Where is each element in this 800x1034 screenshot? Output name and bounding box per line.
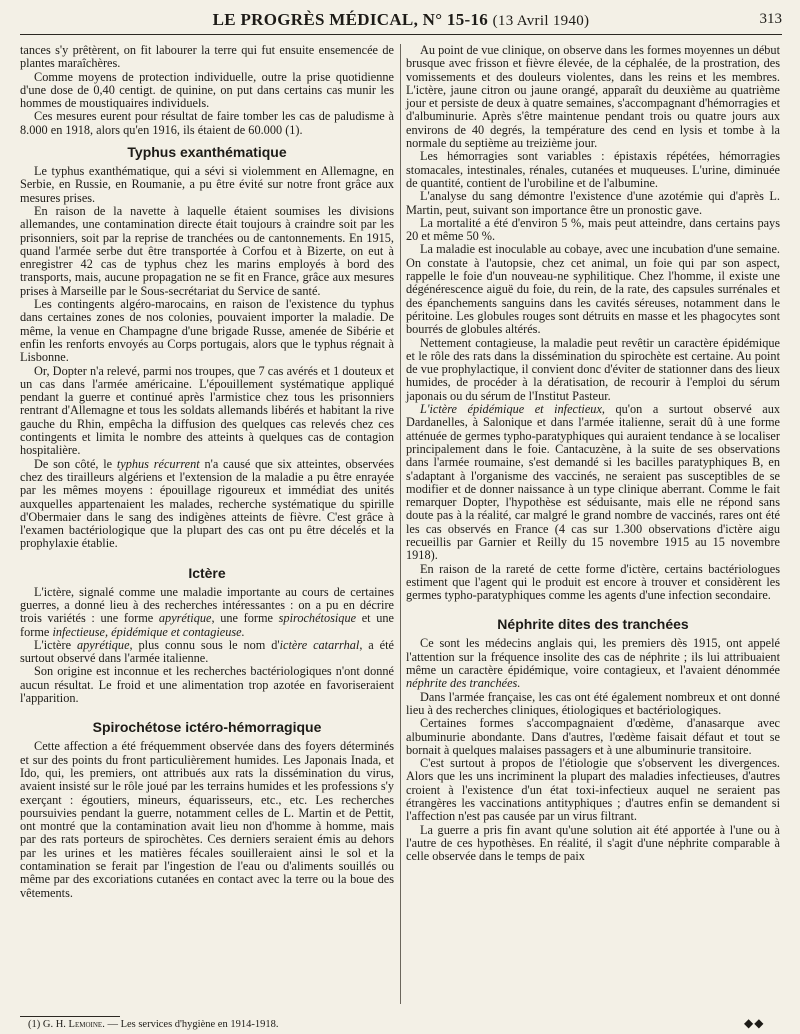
paragraph: Au point de vue clinique, on observe dans les formes moyennes un début brusque avec frisson et fièvre élevée, de la céphalée, de la prostration, des vomissements et des douleurs violentes, dans les reins et les membres. L'ictère, jaune citron ou jaune orangé, apparaît du deuxième au quatrième jour et persiste de deux à quatre semaines, s'accompagnant d'hémorragies et d'albuminurie. Après s'être maintenue pendant trois ou quatre jours aux environs de 40 degrés, la température des cend en lysis et tombe à la normale du septième au treizième jour. bbox=[406, 43, 780, 151]
text-run: et une forme bbox=[20, 611, 394, 639]
paragraph: tances s'y prêtèrent, on fit labourer la terre qui fut ensuite ensemencée de plantes maraîchères. bbox=[20, 43, 394, 71]
paragraph: La guerre a pris fin avant qu'une solution ait été apportée à l'une ou à l'autre de ces hypothèses. En réalité, il s'agit d'une néphrite comparable à celle observée dans le temps de paix bbox=[406, 822, 780, 864]
paragraph bbox=[406, 403, 780, 563]
paragraph: C'est surtout à propos de l'étiologie que s'observent les divergences. Alors que les uns incriminent la plupart des maladies infectieuses, d'autres croient à l'existence d'un état toxi-infectieux auquel ne seraient pas étrangères les vaccinations antityphiques ; d'autres enfin se demandent si l'affection n'est pas causée par un virus filtrant. bbox=[406, 756, 780, 824]
paragraph bbox=[20, 586, 394, 639]
text-run: , une forme bbox=[211, 611, 279, 626]
paragraph bbox=[20, 458, 394, 551]
paragraph: En raison de la rareté de cette forme d'ictère, certains bactériologues estiment que l'agent qui le produit est encore à trouver et considèrent les germes typho-paratyphiques comme les agents d'une infection secondaire. bbox=[406, 561, 780, 603]
issue-date: (13 Avril 1940) bbox=[492, 13, 590, 29]
text-run: L'ictère, signalé comme une maladie importante au cours de certaines guerres, a donné lieu à des recherches intéressantes : on a pu en décrire trois variétés : une forme bbox=[20, 584, 394, 626]
paragraph: La mortalité a été d'environ 5 %, mais peut atteindre, dans certains pays 20 et même 50 %. bbox=[406, 215, 780, 244]
footnote-marker: (1) G. H. bbox=[28, 1019, 69, 1030]
paragraph: Comme moyens de protection individuelle, outre la prise quotidienne d'une dose de 0,40 centigt. de quinine, on put dans certains cas munir les hommes de moustiquaires individuels. bbox=[20, 69, 394, 111]
footnote-rule bbox=[20, 1016, 120, 1017]
italic-term: L'ictère épidémique et infectieux bbox=[420, 402, 602, 417]
column-divider bbox=[400, 44, 401, 1004]
text-run: Ce sont les médecins anglais qui, les premiers dès 1915, ont appelé l'attention sur la fréquence insolite des cas de néphrite ; ils lui attribuaient même un caractère épidémique, voire contagieux, et l'avaient dénommée bbox=[406, 636, 780, 678]
section-heading-nephrite: Néphrite dites des tranchées bbox=[497, 616, 689, 633]
paragraph: Son origine est inconnue et les recherches bactériologiques n'ont donné aucun résultat. Le froid et une alimentation trop azotée en favoriseraient l'apparition. bbox=[20, 664, 394, 706]
italic-term: néphrite des tranchées. bbox=[406, 676, 521, 691]
footnote-author: Lemoine bbox=[68, 1019, 103, 1030]
paragraph: Le typhus exanthématique, qui a sévi si violemment en Allemagne, en Serbie, en Russie, en Roumanie, a pu être évité sur notre front grâce aux mesures prises. bbox=[20, 164, 394, 205]
journal-title bbox=[20, 10, 782, 30]
italic-term: ictère catarrhal bbox=[279, 637, 360, 652]
italic-term: typhus récurrent bbox=[116, 456, 200, 471]
footnote-text: . — Les services d'hygiène en 1914-1918. bbox=[102, 1019, 279, 1030]
journal-name: LE PROGRÈS MÉDICAL, N° 15-16 bbox=[212, 10, 489, 29]
text-run: De son côté, le bbox=[34, 456, 117, 471]
paragraph: Nettement contagieuse, la maladie peut revêtir un caractère épidémique et le rôle des rats dans la dissémination du spirochète est certaine. Au point de vue prophylactique, il convient donc d'éviter de stationner dans des lieux humides, de procéder à la dératisation, de recourir à l'emploi du sérum japonais ou du sérum de l'Institut Pasteur. bbox=[406, 335, 780, 403]
text-run: , qu'on a surtout observé aux Dardanelles, à Salonique et dans l'armée italienne, serait dû à une forme atténuée de germes typho-paratyphiques qui auraient tendance à se localiser principalement dans le foie. Cantacuzène, à la suite de ses observations dans l'armée roumaine, s'est demandé si les bacilles paratyphiques B, en s'adaptant à l'organisme des vaccinés, ne seraient pas susceptibles de se modifier et de donner naissance à un type clinique aberrant. Comme le fait remarquer Dopter, l'hypothèse est séduisante, mais elle ne répond sans doute pas à la réalité, car malgré le grand nombre de vaccinés, rares ont été les cas observés en France (4 cas sur 1.300 observations d'ictère aigu recueillis par Garnier et Reilly du 15 novembre 1915 au 15 novembre 1918). bbox=[406, 402, 781, 563]
paragraph: Ces mesures eurent pour résultat de faire tomber les cas de paludisme à 8.000 en 1918, alors qu'en 1916, ils étaient de 60.000 (1). bbox=[20, 109, 394, 137]
paragraph bbox=[20, 639, 394, 666]
section-heading-spirochetose: Spirochétose ictéro-hémorragique bbox=[92, 719, 322, 736]
right-column bbox=[406, 44, 780, 864]
end-ornament: ◆◆ bbox=[744, 1016, 765, 1030]
text-run: L'ictère bbox=[34, 637, 77, 652]
text-run: , plus connu sous le nom d' bbox=[129, 637, 280, 652]
text-run: n'a causé que six atteintes, observées chez des tirailleurs algériens et l'extension de la maladie a pu être enrayée par les mêmes moyens : épouillage rigoureux et immédiat des unités auxquelles appartenaient les malades, recherche systématique du spirille d'Obermaier dans le sang des indigènes atteints de fièvre. C'est grâce à l'examen bactériologique que la plupart des cas ont pu être décelés et la prophylaxie établie. bbox=[20, 456, 394, 551]
section-heading-ictere: Ictère bbox=[188, 564, 226, 581]
italic-term: spirochétosique bbox=[278, 611, 357, 626]
running-head bbox=[20, 6, 782, 35]
paragraph: Dans l'armée française, les cas ont été également nombreux et ont donné lieu à des recherches cliniques, étiologiques et bactériologiques. bbox=[406, 689, 780, 717]
footnote bbox=[28, 1019, 278, 1031]
section-heading-typhus: Typhus exanthématique bbox=[127, 144, 287, 161]
text-run: , a été surtout observé dans l'armée italienne. bbox=[20, 637, 395, 666]
paragraph: Les contingents algéro-marocains, en raison de l'existence du typhus dans certaines zones de nos colonies, pouvaient importer la maladie. De même, la venue en Champagne d'une brigade Russe, amenée de Sibérie et enfin les renforts envoyés au Corps portugais, alors que le typhus régnait à Lisbonne. bbox=[20, 297, 394, 365]
paragraph: Les hémorragies sont variables : épistaxis répétées, hémorragies stomacales, intestinales, rénales, cutanées et muqueuses. L'urine, diminuée de quantité, contient de l'urobiline et de l'albumine. bbox=[406, 149, 780, 190]
paragraph: La maladie est inoculable au cobaye, avec une incubation d'une semaine. On constate à l'autopsie, chez cet animal, un foie qui par son aspect, rappelle le foie d'un nouveau-ne syphilitique. Chez l'homme, il existe une dégénérescence aiguë du foie, du rein, de la rate, des capsules surrénales et des épanchements sanguins dans les cavités séreuses, notamment dans le péritoine. Les globules rouges sont détruits en masse et les phagocytes sont bourrés de globules altérés. bbox=[406, 242, 780, 337]
paragraph: Cette affection a été fréquemment observée dans des foyers déterminés et sur des points du front particulièrement humides. Les Japonais Inada, et Ido, qui, les premiers, ont attribués aux rats la dissémination du virus, avaient insisté sur le rôle joué par les terrains humides et les professions s'y exerçant : égoutiers, mineurs, équarisseurs, etc., etc. Les recherches poursuivies pendant la guerre, notamment celles de L. Martin et de Pettit, ont montré que la contamination avait lieu non d'homme à homme, mais par des rats porteurs de spirochètes. Ces derniers seraient émis au dehors par les urines et les matières fécales souilleraient ainsi le sol et la contamination se ferait par l'ingestion de l'eau ou d'aliments souillés ou même par des excoriations cutanées en contact avec la terre ou la boue des vêtements. bbox=[20, 739, 394, 900]
italic-term: infectieuse, épidémique et contagieuse. bbox=[52, 624, 245, 639]
left-column bbox=[20, 44, 394, 900]
paragraph: L'analyse du sang démontre l'existence d'une azotémie qui d'après L. Martin, peut, suivant son importance être un pronostic gave. bbox=[406, 189, 780, 217]
italic-term: apyrétique bbox=[76, 637, 130, 652]
paragraph: Certaines formes s'accompagnaient d'œdème, d'anasarque avec albuminurie abondante. Dans d'autres, l'œdème faisait défaut et tout se bornait à quelques malaises passagers et à une albuminurie transitoire. bbox=[406, 716, 780, 757]
italic-term: apyrétique bbox=[158, 611, 212, 626]
paragraph: Or, Dopter n'a relevé, parmi nos troupes, que 7 cas avérés et 1 douteux et un cas dans l'armée américaine. L'épouillement systématique appliqué pendant la guerre et continué après l'armistice chez tous les prisonniers rentrant d'Allemagne et tous les soldats allemands libérés et habitant la rive gauche du Rhin, empêcha la diffusion des quelques cas relevés chez ces contingents et limita le nombre des atteints à quelques cas de contagion hospitalière. bbox=[20, 363, 394, 458]
paragraph: En raison de la navette à laquelle étaient soumises les divisions allemandes, une contamination directe était toujours à craindre soit par les prisonniers, soit par la reprise de tranchées ou de cantonnements. En 1915, quand l'armée serbe dut être transportée à Corfou et à Bizerte, on eut à enregistrer 42 cas de typhus chez les marins employés à bord des transports, mais, aucune propagation ne se fit en France, grâce aux mesures prises à Marseille par le Sous-secrétariat du Service de santé. bbox=[20, 203, 394, 298]
paragraph bbox=[406, 637, 780, 690]
page-number: 313 bbox=[759, 11, 782, 27]
